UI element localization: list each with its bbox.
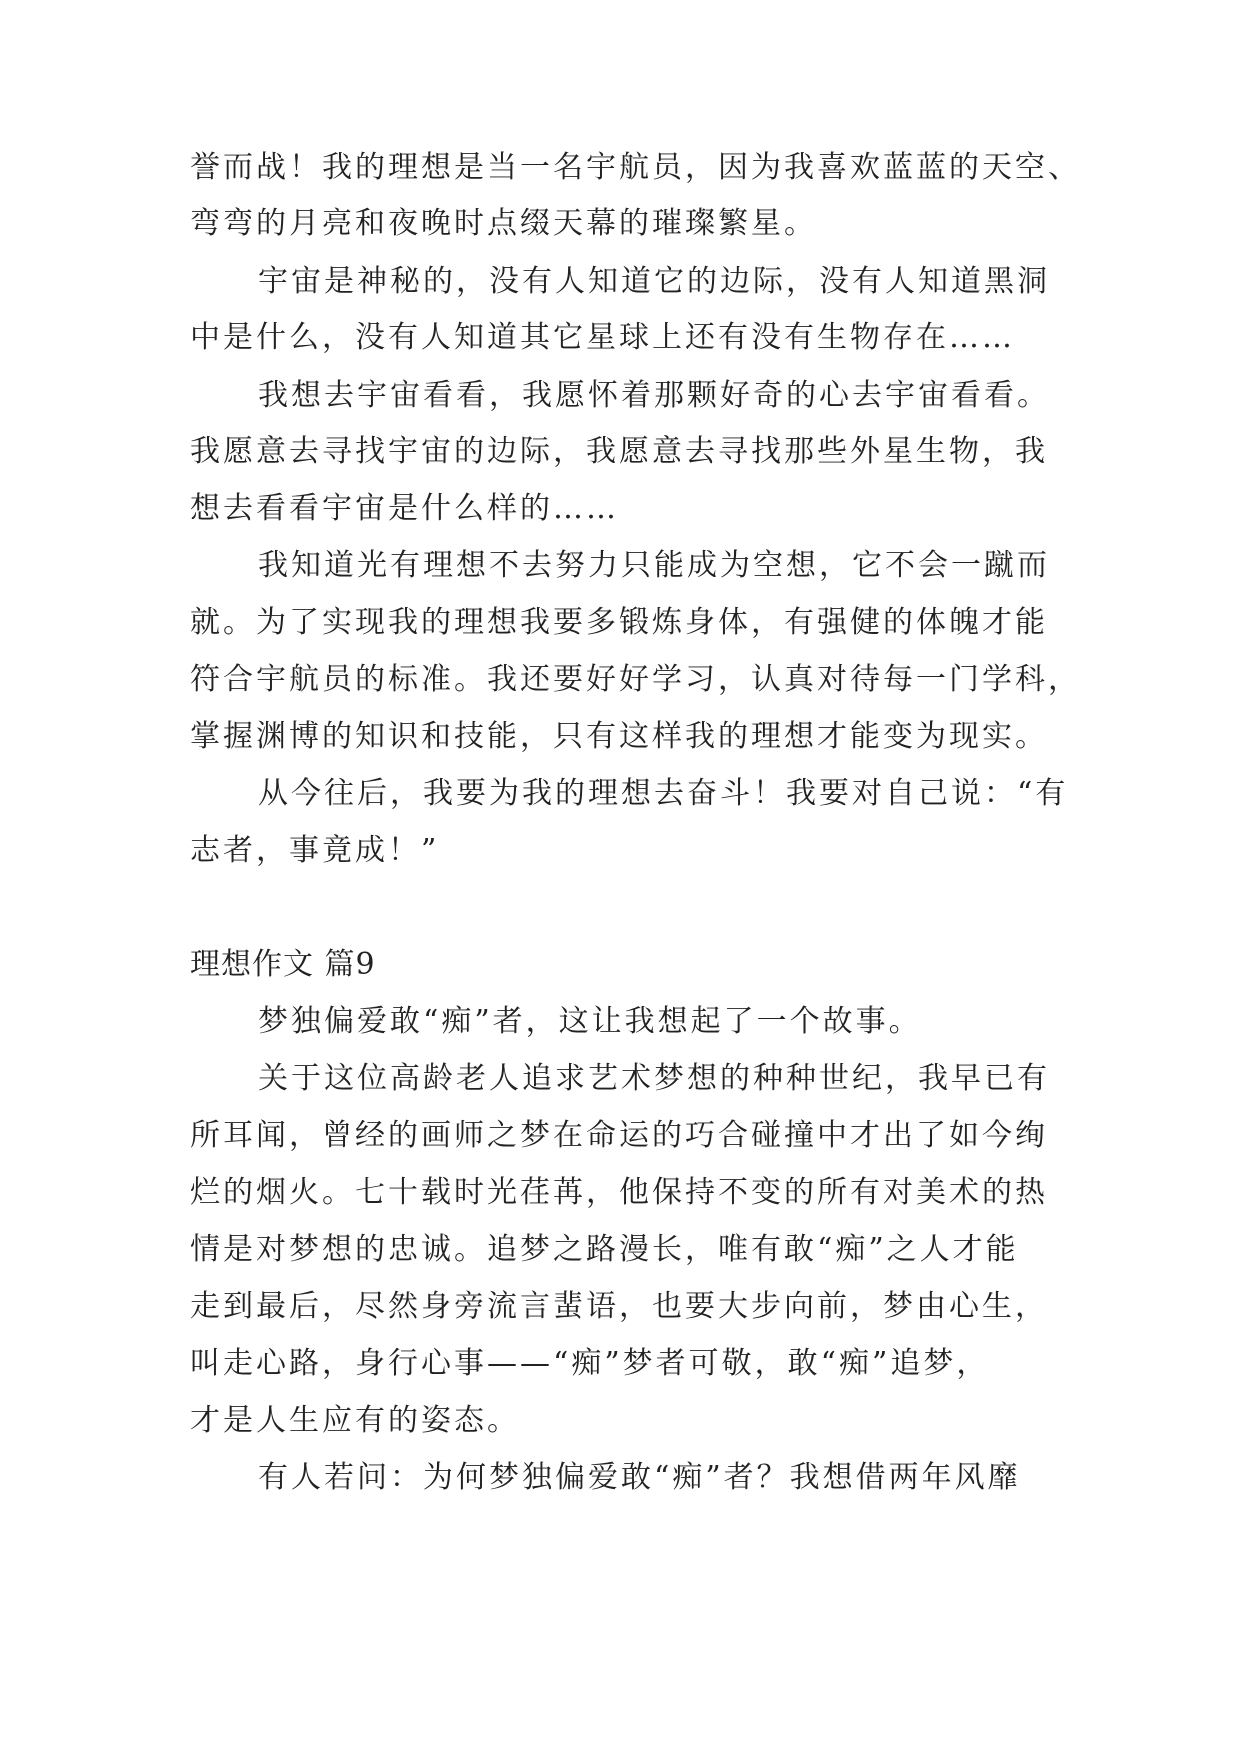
- paragraph-start-line: 从今往后，我要为我的理想去奋斗！我要对自己说：“有: [258, 776, 1069, 811]
- paragraph-start-line: 我知道光有理想不去努力只能成为空想，它不会一蹴而: [258, 548, 1050, 583]
- paragraph-start-line: 梦独偏爱敢“痴”者，这让我想起了一个故事。: [258, 1004, 922, 1039]
- text-line: 所耳闻，曾经的画师之梦在命运的巧合碰撞中才出了如今绚: [190, 1118, 1048, 1153]
- paragraph-start-line: 宇宙是神秘的，没有人知道它的边际，没有人知道黑洞: [258, 264, 1050, 299]
- text-line: 中是什么，没有人知道其它星球上还有没有生物存在……: [190, 320, 1015, 355]
- text-line: 誉而战！我的理想是当一名宇航员，因为我喜欢蓝蓝的天空、: [190, 150, 1081, 185]
- text-line: 掌握渊博的知识和技能，只有这样我的理想才能变为现实。: [190, 719, 1048, 754]
- paragraph-start-line: 关于这位高龄老人追求艺术梦想的种种世纪，我早已有: [258, 1061, 1050, 1096]
- paragraph-start-line: 有人若问：为何梦独偏爱敢“痴”者？我想借两年风靡: [258, 1460, 1021, 1495]
- text-line: 情是对梦想的忠诚。追梦之路漫长，唯有敢“痴”之人才能: [190, 1232, 1019, 1267]
- section-heading: 理想作文 篇9: [190, 947, 376, 982]
- text-line: 叫走心路，身行心事——“痴”梦者可敬，敢“痴”追梦，: [190, 1346, 990, 1381]
- text-line: 志者，事竟成！”: [190, 833, 440, 868]
- text-line: 才是人生应有的姿态。: [190, 1403, 520, 1438]
- text-line: 走到最后，尽然身旁流言蜚语，也要大步向前，梦由心生，: [190, 1289, 1048, 1324]
- text-line: 想去看看宇宙是什么样的……: [190, 491, 619, 526]
- text-line: 符合宇航员的标准。我还要好好学习，认真对待每一门学科，: [190, 662, 1081, 697]
- paragraph-start-line: 我想去宇宙看看，我愿怀着那颗好奇的心去宇宙看看。: [258, 378, 1050, 413]
- text-line: 就。为了实现我的理想我要多锻炼身体，有强健的体魄才能: [190, 605, 1048, 640]
- text-line: 弯弯的月亮和夜晚时点缀天幕的璀璨繁星。: [190, 206, 817, 241]
- text-line: 烂的烟火。七十载时光荏苒，他保持不变的所有对美术的热: [190, 1175, 1048, 1210]
- text-line: 我愿意去寻找宇宙的边际，我愿意去寻找那些外星生物，我: [190, 434, 1048, 469]
